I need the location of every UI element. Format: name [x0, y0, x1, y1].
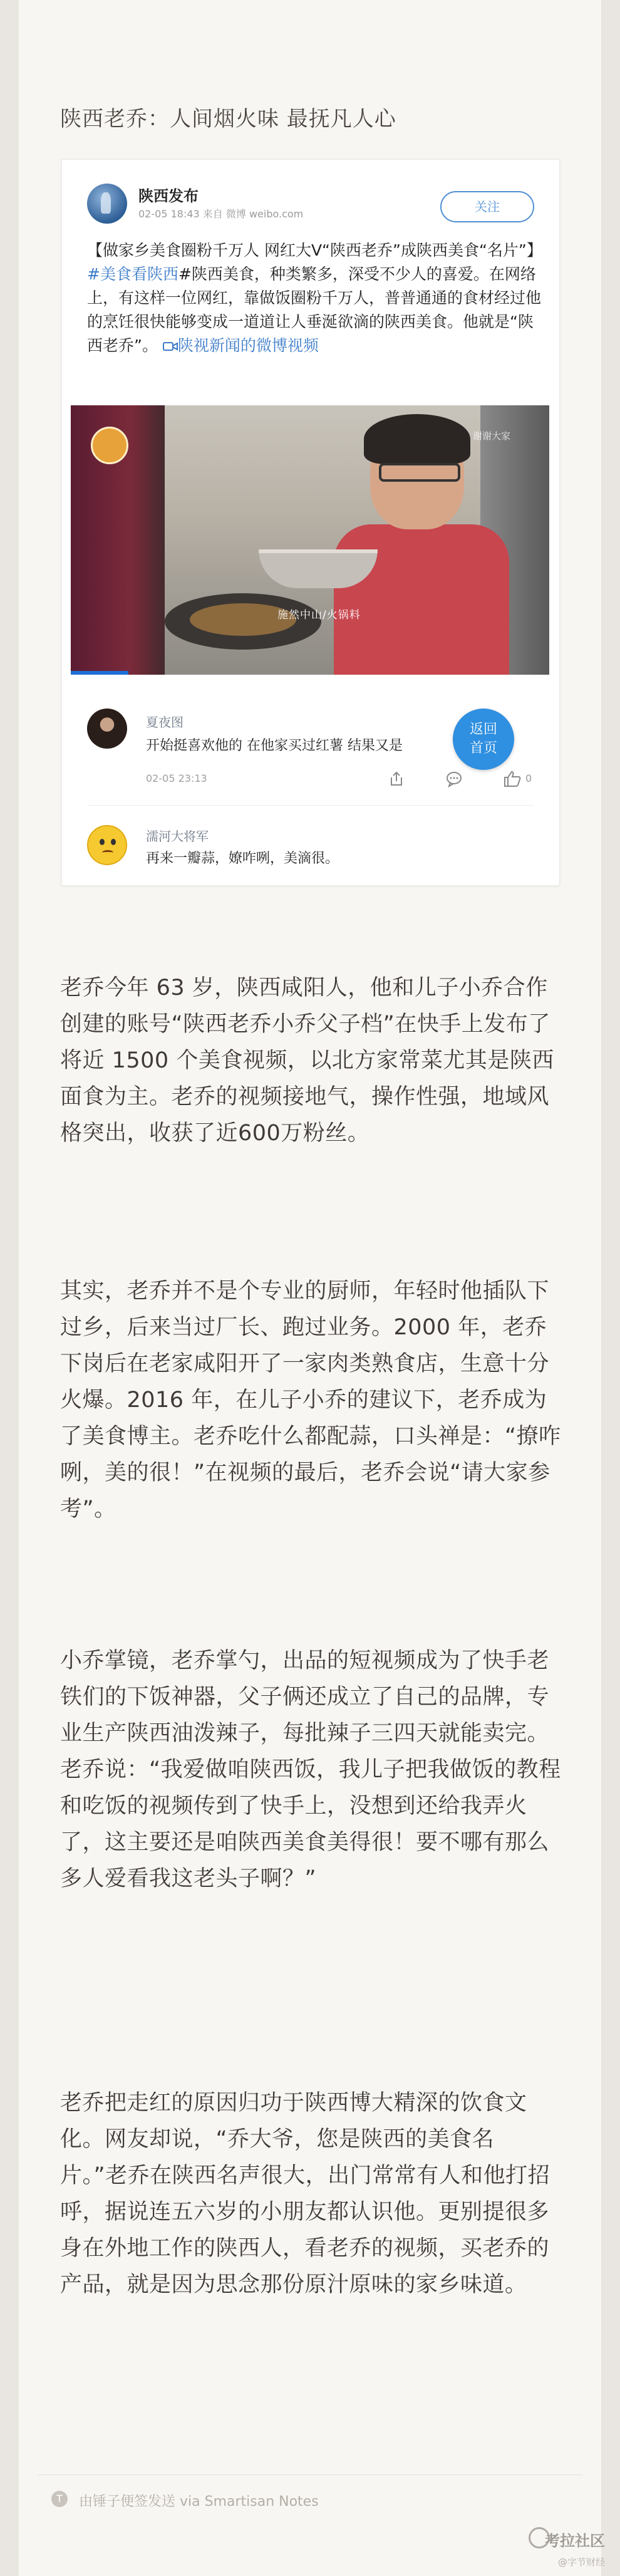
post-text-part: 【做家乡美食圈粉千万人 网红大V“陕西老乔”成陕西美食“名片”】 — [87, 241, 542, 259]
video-player[interactable] — [71, 405, 549, 675]
video-link[interactable] — [163, 336, 319, 355]
comment-divider — [87, 805, 534, 806]
video-person-body — [334, 524, 509, 675]
back-to-home-line1: 返回 — [469, 722, 497, 737]
channel-logo-icon — [91, 427, 128, 464]
comment-text: 再来一瓣蒜，嫽咋咧，美滴很。 — [146, 851, 339, 866]
note-page — [19, 0, 601, 2576]
video-subtitle: 施然中山/火锅料 — [277, 609, 361, 621]
video-progress-bar[interactable] — [71, 671, 128, 675]
article-paragraph: 老乔把走红的原因归功于陕西博大精深的饮食文化。网友却说，“乔大爷，您是陕西的美食名片。”老乔在陕西名声很大，出门常常有人和他打招呼，据说连五六岁的小朋友都认识他。更别提很多身在外地工作的陕西人，看老乔的视频，买老乔的产品，就是因为思念那份原汁原味的家乡味道。 — [60, 2090, 550, 2297]
video-overlay-tag: 谢谢大家 — [472, 430, 510, 442]
comment-username[interactable]: 夏夜图 — [146, 715, 183, 730]
back-to-home-line2: 首页 — [469, 740, 497, 756]
watermark-main: 考拉社区 — [545, 2532, 605, 2550]
hashtag-link[interactable]: #美食看陕西 — [87, 265, 178, 283]
weibo-card — [61, 159, 560, 886]
watermark-sub: @字节财经 — [557, 2557, 605, 2568]
back-to-home-button[interactable] — [453, 709, 514, 770]
video-person-glasses — [379, 463, 460, 482]
like-count: 0 — [525, 772, 532, 784]
video-link-label[interactable]: 陕视新闻的微博视频 — [177, 336, 319, 355]
post-meta: 02-05 18:43 来自 微博 weibo.com — [138, 208, 304, 220]
post-text — [87, 239, 544, 358]
smartisan-notes-icon: T — [51, 2491, 68, 2507]
comment-username[interactable]: 濡河大将军 — [146, 829, 209, 844]
article-paragraph: 小乔掌镜，老乔掌勺，出品的短视频成为了快手老铁们的下饭神器，父子俩还成立了自己的品牌，专业生产陕西油泼辣子，每批辣子三四天就能卖完。老乔说：“我爱做咱陕西饭，我儿子把我做饭的教程和吃饭的视频传到了快手上，没想到还给我弄火了，这主要还是咱陕西美食美得很！要不哪有那么多人爱看我这老头子啊？” — [60, 1648, 561, 1891]
video-camera-icon — [163, 341, 178, 352]
comment-icon[interactable] — [445, 770, 463, 787]
note-title: 陕西老乔：人间烟火味 最抚凡人心 — [60, 106, 396, 132]
author-avatar[interactable] — [87, 184, 127, 224]
share-icon[interactable] — [388, 770, 405, 787]
comment-text: 开始挺喜欢他的 在他家买过红薯 结果又是 — [146, 738, 403, 754]
like-icon[interactable] — [503, 770, 522, 787]
video-person-hair — [364, 414, 470, 464]
watermark — [545, 2528, 605, 2568]
follow-button[interactable]: 关注 — [440, 191, 534, 222]
comment-avatar[interactable] — [87, 709, 127, 749]
comment-time: 02-05 23:13 — [146, 772, 207, 784]
author-name[interactable]: 陕西发布 — [138, 187, 199, 205]
article-paragraph: 老乔今年 63 岁，陕西咸阳人，他和儿子小乔合作创建的账号“陕西老乔小乔父子档”在快手上发布了将近 1500 个美食视频，以北方家常菜尤其是陕西面食为主。老乔的视频接地气，操作性强，地域风格突出，收获了近600万粉丝。 — [60, 975, 554, 1146]
footer-source[interactable]: 由锤子便签发送 via Smartisan Notes — [79, 2494, 319, 2510]
article-paragraph: 其实，老乔并不是个专业的厨师，年轻时他插队下过乡，后来当过厂长、跑过业务。2000 年，老乔下岗后在老家咸阳开了一家肉类熟食店，生意十分火爆。2016 年，在儿子小乔的建议下，老乔成为了美食博主。老乔吃什么都配蒜，口头禅是：“撩咋咧，美的很！”在视频的最后，老乔会说“请大家参考”。 — [60, 1279, 561, 1522]
comment-avatar-emoji[interactable] — [87, 825, 127, 865]
post-text-part: #陕西美食，种类繁多，深受不少人的喜爱。在网络上，有这样一位网红，靠做饭圈粉千万人，普普通通的食材经过他的烹饪很快能够变成一道道让人垂涎欲滴的陕西美食。他就是“陕西老乔”。 — [87, 265, 542, 355]
